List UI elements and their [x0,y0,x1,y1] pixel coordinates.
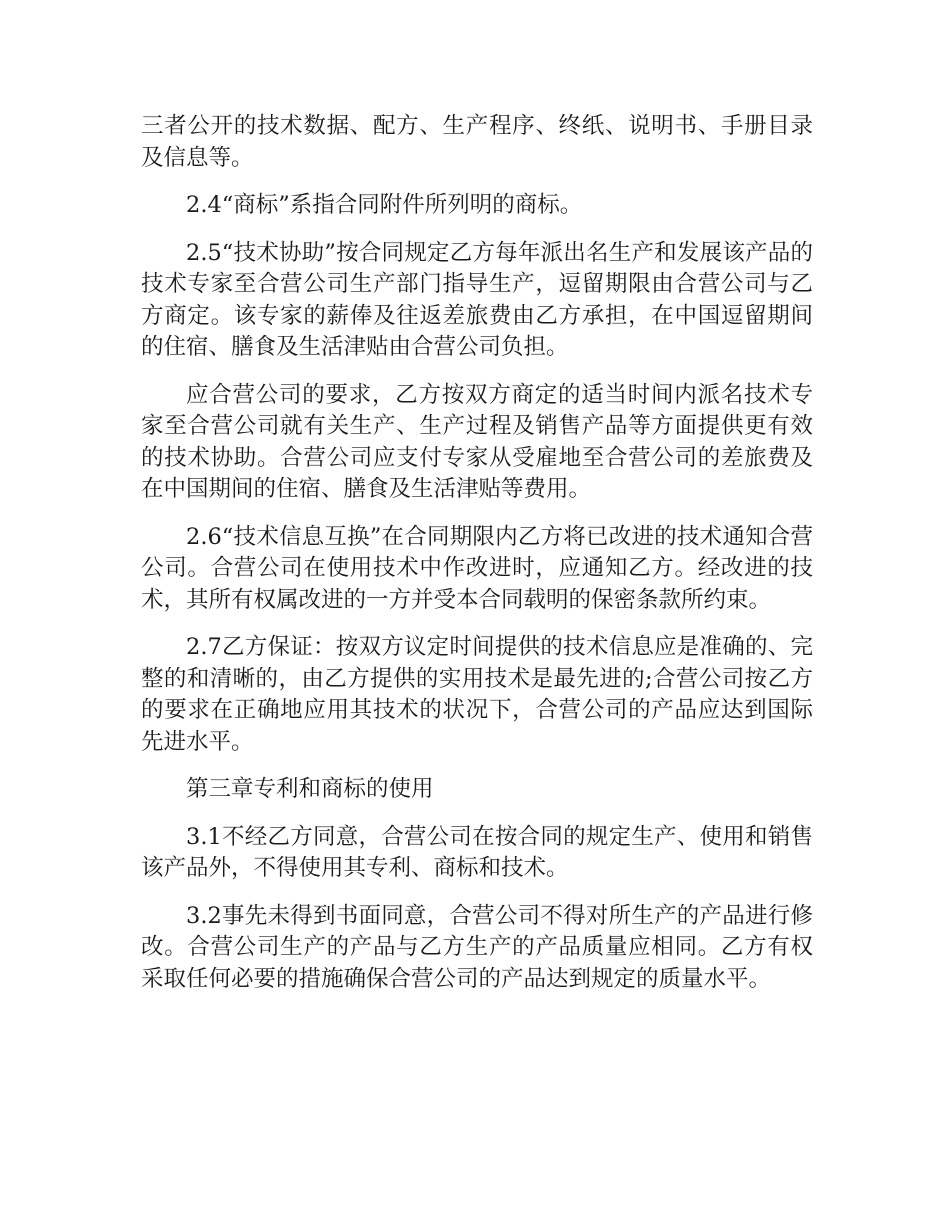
paragraph-clause-3-2: 3.2事先未得到书面同意，合营公司不得对所生产的产品进行修改。合营公司生产的产品与乙方生产的产品质量应相同。乙方有权采取任何必要的措施确保合营公司的产品达到规定的质量水平。 [141,902,813,992]
paragraph-clause-3-1: 3.1不经乙方同意，合营公司在按合同的规定生产、使用和销售该产品外，不得使用其专利、商标和技术。 [141,823,813,881]
paragraph-clause-2-6: 2.6“技术信息互换”在合同期限内乙方将已改进的技术通知合营公司。合营公司在使用技术中作改进时，应通知乙方。经改进的技术，其所有权属改进的一方并受本合同载明的保密条款所约束。 [141,523,813,613]
paragraph-clause-2-5: 2.5“技术协助”按合同规定乙方每年派出名生产和发展该产品的技术专家至合营公司生产部门指导生产，逗留期限由合营公司与乙方商定。该专家的薪俸及往返差旅费由乙方承担，在中国逗留期间的住宿、膳食及生活津贴由合营公司负担。 [141,239,813,360]
chapter-heading: 第三章专利和商标的使用 [186,776,434,802]
document-body [141,111,813,1011]
paragraph-continuation: 三者公开的技术数据、配方、生产程序、终纸、说明书、手册目录及信息等。 [141,113,813,171]
paragraph-clause-2-7: 2.7乙方保证：按双方议定时间提供的技术信息应是准确的、完整的和清晰的，由乙方提供的实用技术是最先进的;合营公司按乙方的要求在正确地应用其技术的状况下，合营公司的产品应达到国际先进水平。 [141,634,813,755]
paragraph-clause-2-5-supplement: 应合营公司的要求，乙方按双方商定的适当时间内派名技术专家至合营公司就有关生产、生产过程及销售产品等方面提供更有效的技术协助。合营公司应支付专家从受雇地至合营公司的差旅费及在中国期间的住宿、膳食及生活津贴等费用。 [141,381,813,502]
paragraph-clause-2-4: 2.4“商标”系指合同附件所列明的商标。 [186,192,583,218]
